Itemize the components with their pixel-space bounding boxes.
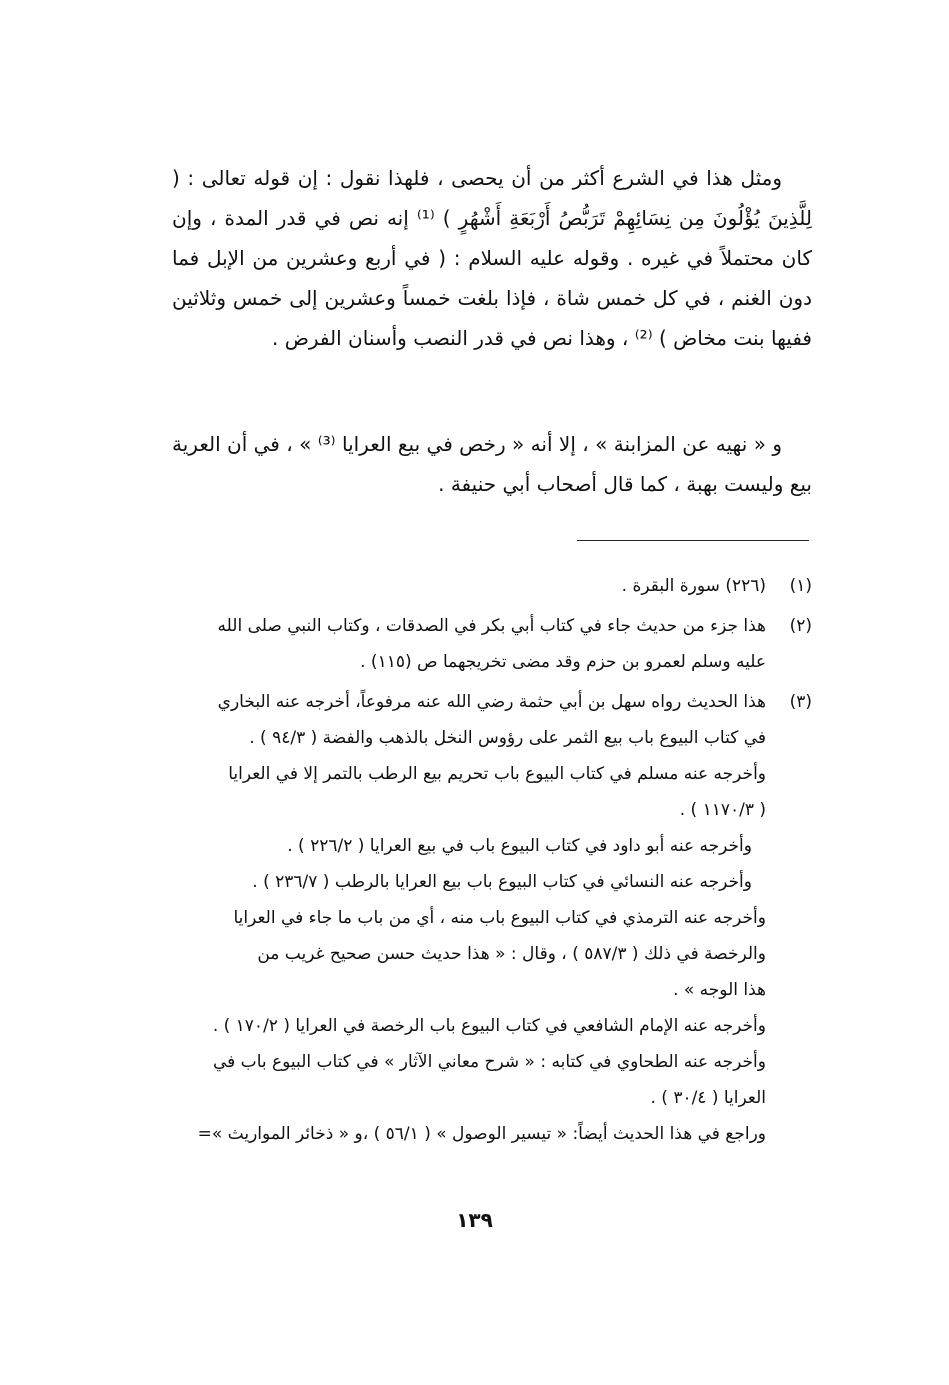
footnote-line: وأخرجه عنه مسلم في كتاب البيوع باب تحريم بيع الرطب بالتمر إلا في العرايا (228, 764, 766, 784)
paragraph-text: و « نهيه عن المزابنة » ، إلا أنه « رخص في بيع العرايا ⁽³⁾ » ، في أن العرية بيع وليست بهبة ، كما قال أصحاب أبي حنيفة . (172, 432, 812, 496)
footnote-line: وأخرجه عنه الطحاوي في كتابه : « شرح معاني الآثار » في كتاب البيوع باب في (212, 1052, 766, 1072)
footnote-line: هذا جزء من حديث جاء في كتاب أبي بكر في الصدقات ، وكتاب النبي صلى الله (217, 616, 766, 636)
footnote-line: وأخرجه عنه الترمذي في كتاب البيوع باب منه ، أي من باب ما جاء في العرايا (233, 908, 766, 928)
main-paragraph-1 (172, 158, 812, 358)
footnotes (162, 568, 812, 1156)
footnote-line: وأخرجه عنه الإمام الشافعي في كتاب البيوع باب الرخصة في العرايا ( ١٧٠/٢ ) . (212, 1016, 766, 1036)
footnote-line: والرخصة في ذلك ( ٥٨٧/٣ ) ، وقال : « هذا حديث حسن صحيح غريب من (257, 944, 766, 964)
footnote-body (162, 608, 766, 680)
footnote-line: عليه وسلم لعمرو بن حزم وقد مضى تخريجهما ص (١١٥) . (360, 652, 766, 672)
footnote-line: ( ١١٧٠/٣ ) . (679, 800, 766, 820)
footnote-separator (577, 540, 809, 541)
footnote-line: هذا الحديث رواه سهل بن أبي حثمة رضي الله عنه مرفوعاً، أخرجه عنه البخاري (217, 692, 766, 712)
footnote-2 (162, 608, 812, 680)
main-paragraph-2 (172, 424, 812, 504)
paragraph-text: ومثل هذا في الشرع أكثر من أن يحصى ، فلهذا نقول : إن قوله تعالى : ( لِلَّذِينَ يُؤْلُونَ مِن نِسَائِهِمْ تَرَبُّصُ أَرْبَعَةِ أَشْهُرٍ ) ⁽¹⁾ إنه نص في قدر المدة ، وإن كان محتملاً في غيره . وقوله عليه السلام : ( في أربع وعشرين من الإبل فما دون الغنم ، في كل خمس شاة ، فإذا بلغت خمساً وعشرين إلى خمس وثلاثين ففيها بنت مخاض ) ⁽²⁾ ، وهذا نص في قدر النصب وأسنان الفرض . (172, 166, 812, 350)
footnote-body (162, 568, 766, 604)
footnote-line: وأخرجه عنه أبو داود في كتاب البيوع باب في بيع العرايا ( ٢٢٦/٢ ) . (287, 836, 752, 856)
footnote-number: (١) (789, 576, 812, 596)
footnote-line: العرايا ( ٣٠/٤ ) . (650, 1088, 766, 1108)
footnote-number: (٣) (789, 692, 812, 712)
footnote-body (162, 684, 766, 1152)
footnote-line: (٢٢٦) سورة البقرة . (621, 576, 766, 596)
page-number: ١٣٩ (456, 1208, 493, 1232)
footnote-line: في كتاب البيوع باب بيع الثمر على رؤوس النخل بالذهب والفضة ( ٩٤/٣ ) . (249, 728, 766, 748)
footnote-3 (162, 684, 812, 1152)
footnote-number: (٢) (789, 616, 812, 636)
footnote-line: هذا الوجه » . (673, 980, 766, 1000)
footnote-1 (162, 568, 812, 604)
footnote-line: وأخرجه عنه النسائي في كتاب البيوع باب بيع العرايا بالرطب ( ٢٣٦/٧ ) . (252, 872, 752, 892)
footnote-line: وراجع في هذا الحديث أيضاً: « تيسير الوصول » ( ٥٦/١ ) ،و « ذخائر المواريث »= (197, 1124, 766, 1144)
